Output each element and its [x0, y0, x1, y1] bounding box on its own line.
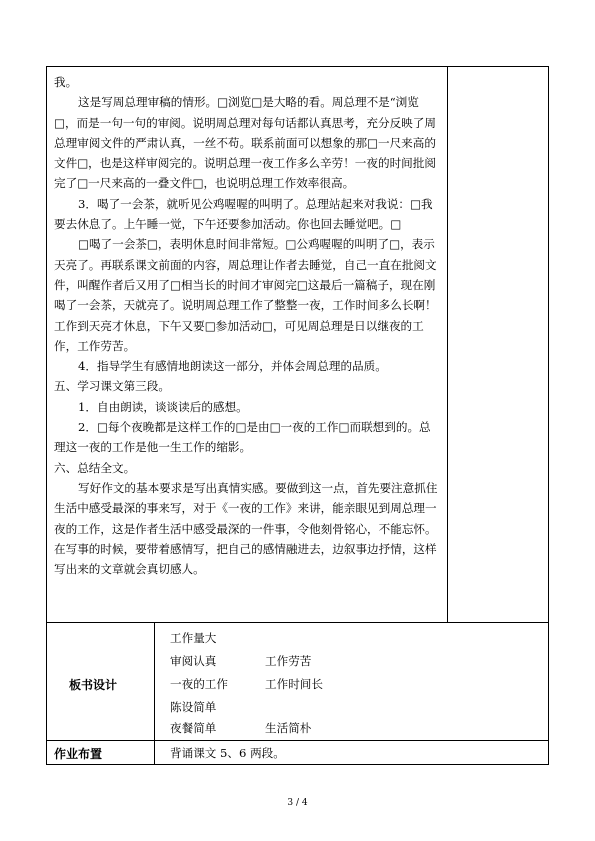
paragraph-6: 1．自由朗读，谈谈读后的感想。 [78, 399, 248, 414]
section-divider-homework [46, 740, 549, 741]
board-item-title: 一夜的工作 [170, 677, 228, 691]
section-heading-5: 五、学习课文第三段。 [54, 379, 170, 394]
paragraph-2: 3．喝了一会茶，就听见公鸡喔喔的叫明了。总理站起来对我说：□我要去休息了。上午睡一觉，下午还要参加活动。你也回去睡觉吧。□ [54, 196, 433, 232]
paragraph-7: 2．□每个夜晚都是这样工作的□是由□一夜的工作□而联想到的。总理这一夜的工作是他一生工作的缩影。 [54, 420, 431, 455]
board-item-long-hours: 工作时间长 [265, 677, 323, 691]
paragraph-1: 这是写周总理审稿的情形。□浏览□是大略的看。周总理不是“浏览□，而是一句一句的审阅。说明周总理对每句话都认真思考，充分反映了周总理审阅文件的严肃认真，一丝不苟。联系前面可以想象的那□一尺来高的文件□，也是这样审阅完的。说明总理一夜工作多么辛劳！一夜的时间批阅完了□一尺来高的一叠文件□，也说明总理工作效率很高。 [54, 95, 436, 191]
board-item-hard-work: 工作劳苦 [265, 654, 312, 668]
paragraph-4: 4．指导学生有感情地朗读这一部分，并体会周总理的品质。 [78, 359, 387, 374]
right-column-divider [447, 66, 448, 622]
paragraph-3: □喝了一会茶□，表明休息时间非常短。□公鸡喔喔的叫明了□，表示天亮了。再联系课文前面的内容，周总理让作者去睡觉，自己一直在批阅文件，叫醒作者后又用了□相当长的时间才审阅完□这最后一篇稿子，现在刚喝了一会茶，天就亮了。说明周总理工作了整整一夜，工作时间多么长啊！工作到天亮才休息，下午又要□参加活动□，可见周总理是日以继夜的工作，工作劳苦。 [54, 237, 437, 353]
paragraph-9: 写好作文的基本要求是写出真情实感。要做到这一点，首先要注意抓住生活中感受最深的事来写，对于《一夜的工作》来讲，能亲眼见到周总理一夜的工作，这是作者生活中感受最深的一件事，令他刻骨铭心，不能忘怀。在写事的时候，要带着感情写，把自己的感情融进去，边叙事边抒情，这样写出来的文章就会真切感人。 [54, 480, 438, 577]
label-column-divider [154, 622, 155, 765]
paragraph-0: 我。 [54, 75, 78, 89]
section-divider-board [46, 622, 549, 623]
board-item-simple-life: 生活简朴 [265, 721, 312, 735]
board-design-label: 板书设计 [69, 678, 118, 692]
page-number: 3 / 4 [287, 798, 308, 808]
lesson-body [54, 72, 440, 579]
section-heading-6: 六、总结全文。 [54, 460, 136, 475]
homework-text: 背诵课文 5、6 两段。 [170, 746, 285, 760]
board-item-workload: 工作量大 [170, 631, 217, 645]
board-item-simple-furnishing: 陈设简单 [170, 700, 217, 714]
board-item-simple-meal: 夜餐简单 [170, 721, 217, 735]
homework-label: 作业布置 [54, 747, 103, 761]
board-item-careful-review: 审阅认真 [170, 654, 217, 668]
